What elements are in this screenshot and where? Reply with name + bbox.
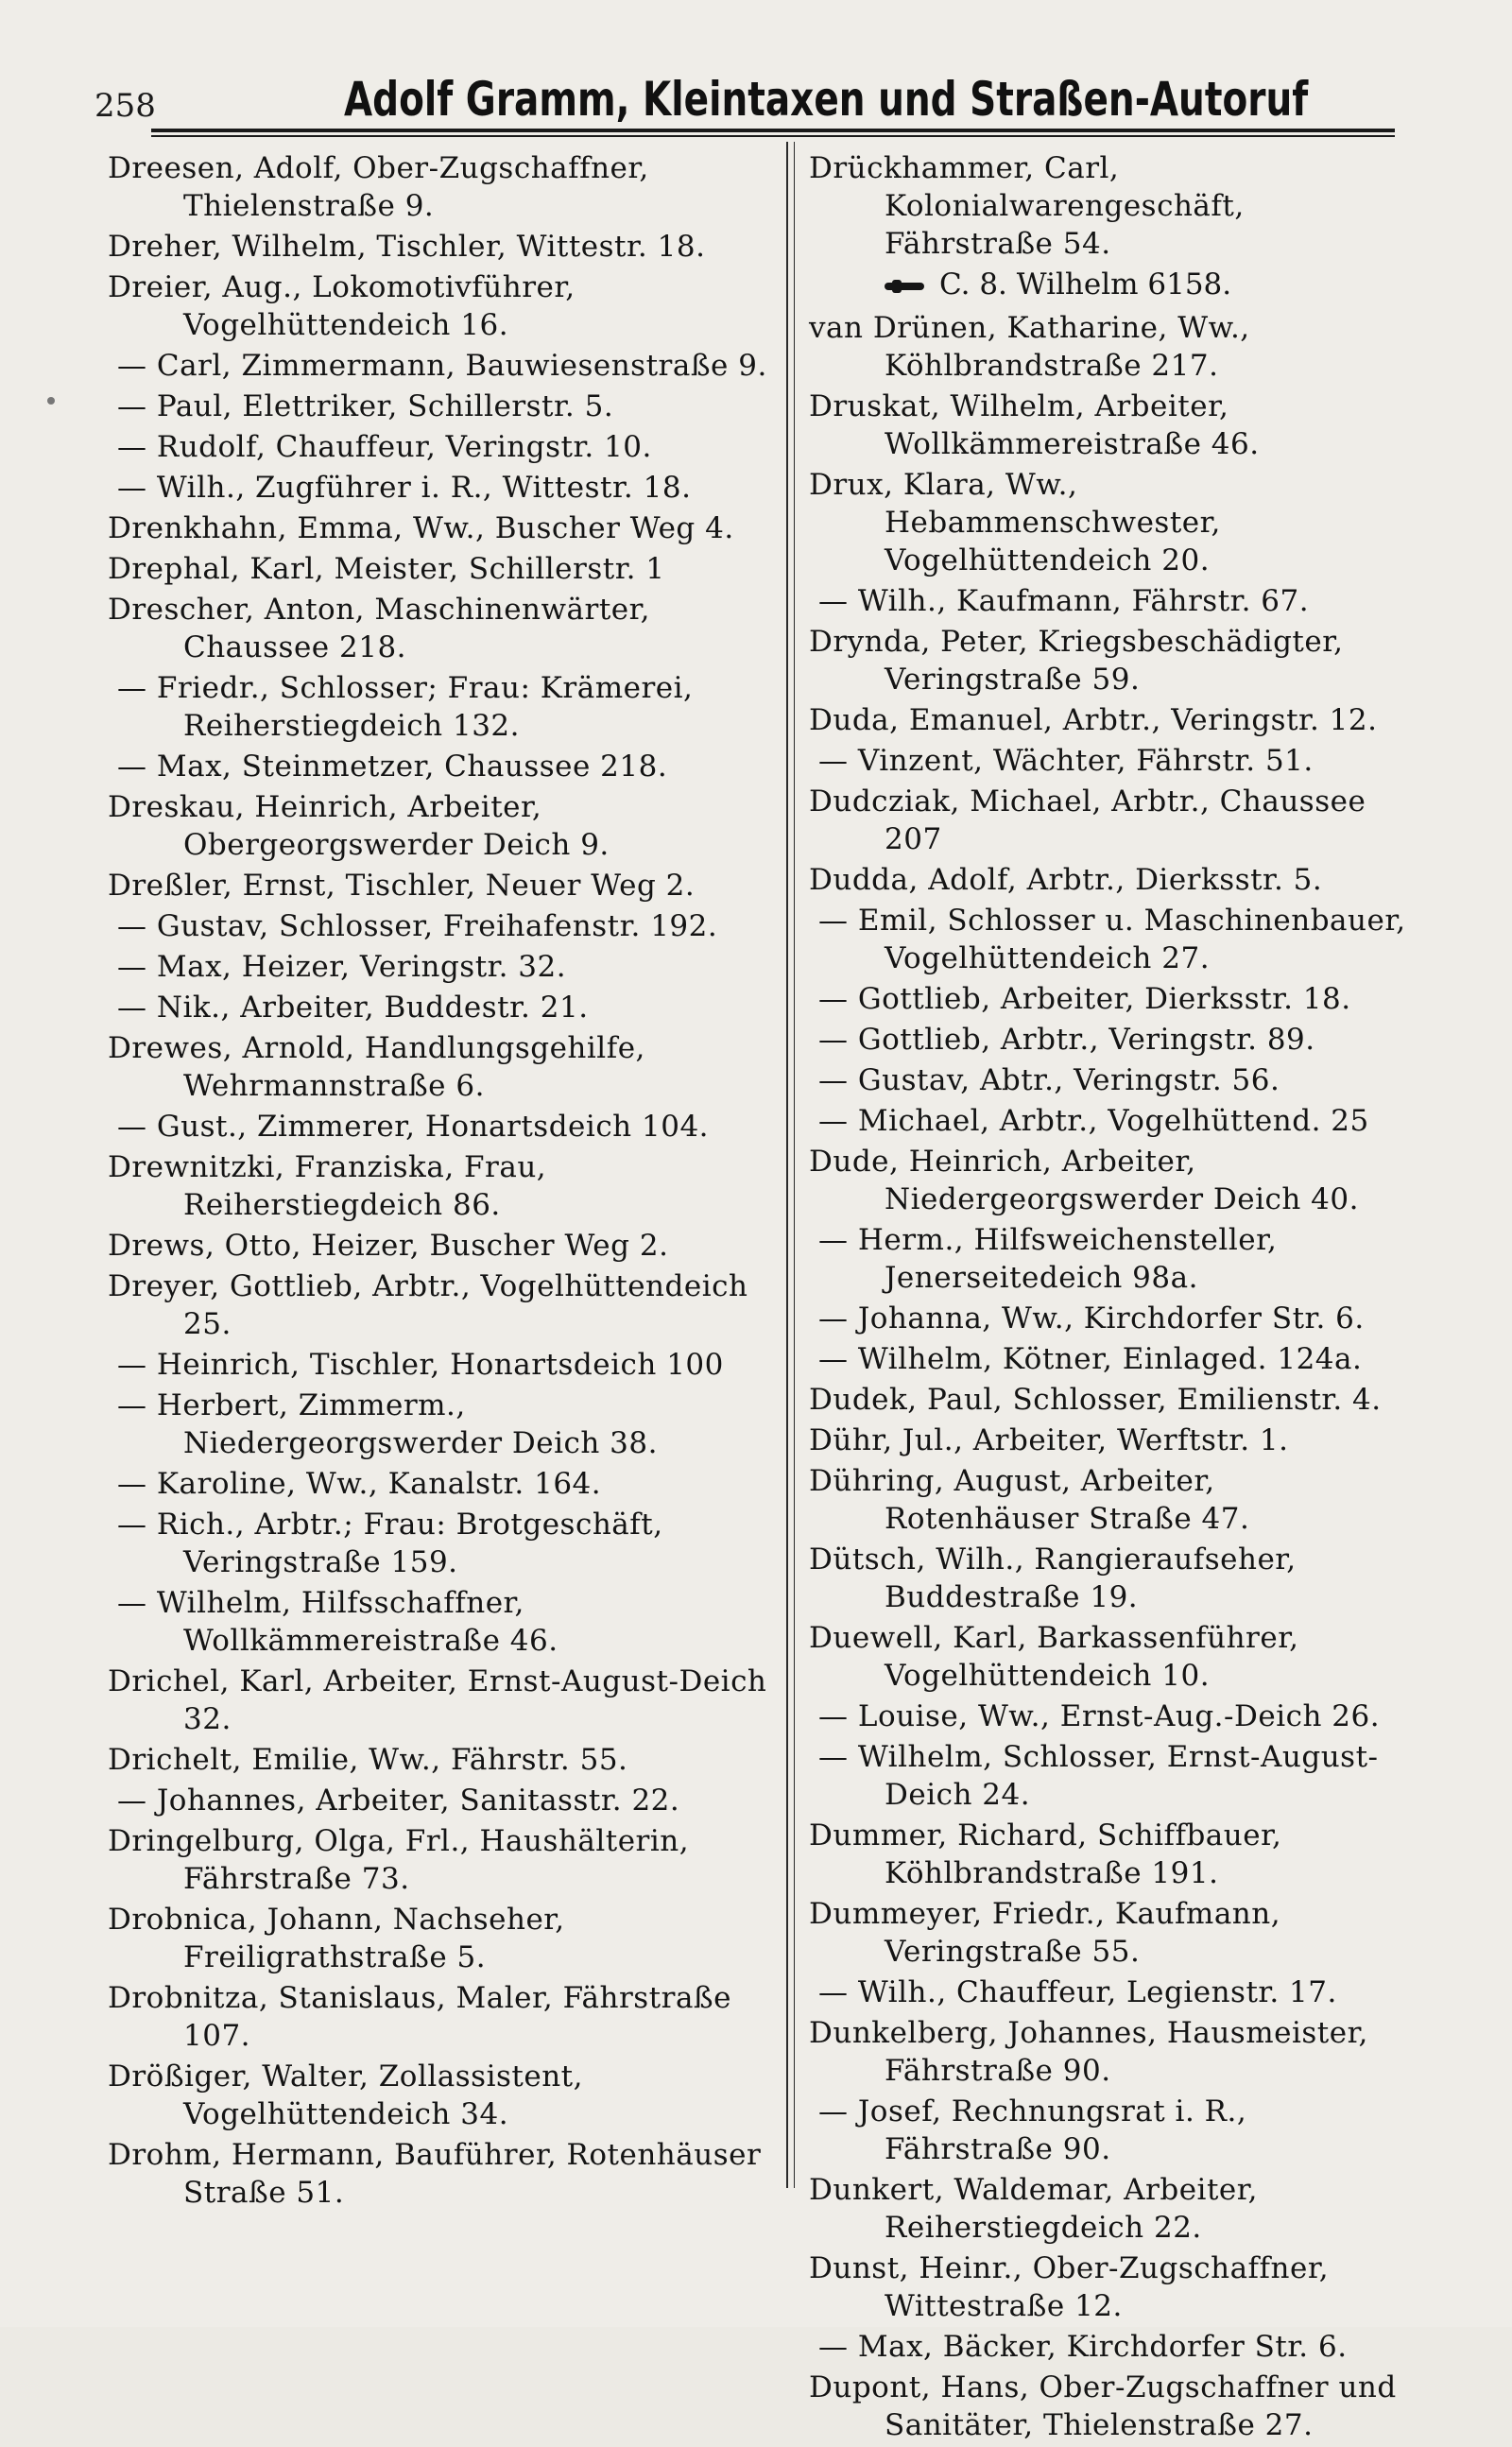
paper-speck xyxy=(47,397,55,405)
directory-subentry: — Josef, Rechnungsrat i. R., Fährstraße 90. xyxy=(818,2094,1247,2166)
directory-subentry: — Gustav, Abtr., Veringstr. 56. xyxy=(818,1063,1280,1097)
directory-subentry: — Heinrich, Tischler, Honartsdeich 100 xyxy=(117,1348,724,1382)
directory-entry: Drynda, Peter, Kriegsbeschädigter, Veringstraße 59. xyxy=(809,625,1344,697)
directory-entry: Dupont, Hans, Ober-Zugschaffner und Sanitäter, Thielenstraße 27. xyxy=(809,2370,1397,2442)
directory-entry: Drößiger, Walter, Zollassistent, Vogelhüttendeich 34. xyxy=(108,2059,583,2131)
directory-entry: Dreskau, Heinrich, Arbeiter, Obergeorgswerder Deich 9. xyxy=(108,790,610,862)
directory-subentry: — Wilhelm, Schlosser, Ernst-August-Deich 24. xyxy=(818,1740,1379,1812)
directory-subentry: — Max, Heizer, Veringstr. 32. xyxy=(117,950,567,984)
directory-entry: Drobnitza, Stanislaus, Maler, Fährstraße 107. xyxy=(108,1981,731,2053)
directory-entry: Duda, Emanuel, Arbtr., Veringstr. 12. xyxy=(809,703,1378,737)
directory-subentry: — Wilhelm, Hilfsschaffner, Wollkämmereistraße 46. xyxy=(117,1586,558,1658)
directory-entry: Drews, Otto, Heizer, Buscher Weg 2. xyxy=(108,1229,669,1263)
directory-entry: Dudek, Paul, Schlosser, Emilienstr. 4. xyxy=(809,1383,1382,1417)
left-column xyxy=(108,149,779,2214)
header-rule-thin xyxy=(151,135,1395,137)
directory-subentry: — Vinzent, Wächter, Fährstr. 51. xyxy=(818,744,1314,778)
directory-entry: Drobnica, Johann, Nachseher, Freiligrathstraße 5. xyxy=(108,1903,565,1974)
directory-subentry: — Gottlieb, Arbeiter, Dierksstr. 18. xyxy=(818,982,1351,1016)
right-column xyxy=(809,149,1414,2447)
column-divider xyxy=(786,142,788,2188)
directory-entry: Dreher, Wilhelm, Tischler, Wittestr. 18. xyxy=(108,230,706,264)
directory-entry: Dreyer, Gottlieb, Arbtr., Vogelhüttendeich 25. xyxy=(108,1269,748,1341)
directory-entry: Dudda, Adolf, Arbtr., Dierksstr. 5. xyxy=(809,863,1323,897)
header-rule xyxy=(151,129,1395,132)
directory-entry: Drenkhahn, Emma, Ww., Buscher Weg 4. xyxy=(108,511,734,545)
directory-subentry: — Friedr., Schlosser; Frau: Krämerei, Reiherstiegdeich 132. xyxy=(117,671,694,743)
directory-entry: Druskat, Wilhelm, Arbeiter, Wollkämmereistraße 46. xyxy=(809,389,1260,461)
directory-subentry: — Gottlieb, Arbtr., Veringstr. 89. xyxy=(818,1023,1315,1057)
directory-entry: Dreesen, Adolf, Ober-Zugschaffner, Thielenstraße 9. xyxy=(108,151,649,223)
directory-subentry: — Wilh., Kaufmann, Fährstr. 67. xyxy=(818,584,1310,618)
column-divider-thin xyxy=(794,142,795,2188)
directory-subentry: — Gust., Zimmerer, Honartsdeich 104. xyxy=(117,1110,710,1144)
directory-subentry: — Rudolf, Chauffeur, Veringstr. 10. xyxy=(117,430,652,464)
directory-subentry: — Michael, Arbtr., Vogelhüttend. 25 xyxy=(818,1104,1369,1138)
directory-subentry: — Nik., Arbeiter, Buddestr. 21. xyxy=(117,991,589,1025)
directory-entry: Drückhammer, Carl, Kolonialwarengeschäft, Fährstraße 54. xyxy=(809,151,1245,261)
directory-subentry: — Wilh., Zugführer i. R., Wittestr. 18. xyxy=(117,471,692,505)
telephone-icon xyxy=(885,280,926,293)
directory-subentry: — Carl, Zimmermann, Bauwiesenstraße 9. xyxy=(117,349,767,383)
directory-entry: Dringelburg, Olga, Frl., Haushälterin, Fährstraße 73. xyxy=(108,1824,690,1896)
directory-entry: Drichelt, Emilie, Ww., Fährstr. 55. xyxy=(108,1743,628,1777)
directory-entry: Dühring, August, Arbeiter, Rotenhäuser Straße 47. xyxy=(809,1464,1250,1536)
directory-entry: Drohm, Hermann, Bauführer, Rotenhäuser Straße 51. xyxy=(108,2138,762,2210)
directory-entry: Dunst, Heinr., Ober-Zugschaffner, Wittestraße 12. xyxy=(809,2251,1330,2323)
page-number: 258 xyxy=(94,87,156,125)
directory-entry: Dütsch, Wilh., Rangieraufseher, Buddestraße 19. xyxy=(809,1542,1297,1614)
directory-entry: Dreßler, Ernst, Tischler, Neuer Weg 2. xyxy=(108,869,696,903)
directory-subentry: — Emil, Schlosser u. Maschinenbauer, Vogelhüttendeich 27. xyxy=(818,904,1406,975)
directory-entry: van Drünen, Katharine, Ww., Köhlbrandstraße 217. xyxy=(809,311,1250,383)
directory-entry: Dummer, Richard, Schiffbauer, Köhlbrandstraße 191. xyxy=(809,1818,1282,1890)
directory-entry: Dude, Heinrich, Arbeiter, Niedergeorgswerder Deich 40. xyxy=(809,1145,1359,1216)
directory-entry: Dunkelberg, Johannes, Hausmeister, Fährstraße 90. xyxy=(809,2016,1368,2088)
telephone-number: C. 8. Wilhelm 6158. xyxy=(939,267,1232,302)
directory-subentry: — Johanna, Ww., Kirchdorfer Str. 6. xyxy=(818,1301,1365,1336)
directory-entry: Drewes, Arnold, Handlungsgehilfe, Wehrmannstraße 6. xyxy=(108,1031,645,1103)
directory-entry: Drescher, Anton, Maschinenwärter, Chaussee 218. xyxy=(108,593,650,664)
directory-subentry: — Rich., Arbtr.; Frau: Brotgeschäft, Veringstraße 159. xyxy=(117,1508,663,1579)
directory-entry: Drux, Klara, Ww., Hebammenschwester, Vogelhüttendeich 20. xyxy=(809,468,1221,577)
directory-entry: Dühr, Jul., Arbeiter, Werftstr. 1. xyxy=(809,1423,1289,1457)
directory-entry: Duewell, Karl, Barkassenführer, Vogelhüttendeich 10. xyxy=(809,1621,1299,1693)
directory-entry: Dunkert, Waldemar, Arbeiter, Reiherstiegdeich 22. xyxy=(809,2173,1259,2245)
directory-subentry: — Max, Steinmetzer, Chaussee 218. xyxy=(117,750,668,784)
directory-subentry: — Paul, Elettriker, Schillerstr. 5. xyxy=(117,389,614,423)
right-entries xyxy=(809,309,1414,2444)
telephone-line xyxy=(809,266,1414,303)
directory-subentry: — Wilhelm, Kötner, Einlaged. 124a. xyxy=(818,1342,1363,1376)
directory-entry: Dummeyer, Friedr., Kaufmann, Veringstraße 55. xyxy=(809,1897,1281,1969)
directory-entry: Dreier, Aug., Lokomotivführer, Vogelhüttendeich 16. xyxy=(108,270,576,342)
directory-entry: Drewnitzki, Franziska, Frau, Reiherstiegdeich 86. xyxy=(108,1150,547,1222)
directory-subentry: — Gustav, Schlosser, Freihafenstr. 192. xyxy=(117,909,718,943)
directory-entry: Drichel, Karl, Arbeiter, Ernst-August-Deich 32. xyxy=(108,1664,767,1736)
directory-subentry: — Louise, Ww., Ernst-Aug.-Deich 26. xyxy=(818,1699,1381,1733)
directory-subentry: — Max, Bäcker, Kirchdorfer Str. 6. xyxy=(818,2330,1348,2364)
directory-subentry: — Karoline, Ww., Kanalstr. 164. xyxy=(117,1467,602,1501)
page-header xyxy=(91,66,1395,132)
running-title: Adolf Gramm, Kleintaxen und Straßen-Autoruf xyxy=(344,72,1309,127)
directory-subentry: — Herbert, Zimmerm., Niedergeorgswerder Deich 38. xyxy=(117,1388,658,1460)
directory-subentry: — Johannes, Arbeiter, Sanitasstr. 22. xyxy=(117,1784,680,1818)
directory-subentry: — Herm., Hilfsweichensteller, Jenerseitedeich 98a. xyxy=(818,1223,1278,1295)
directory-entry: Dudcziak, Michael, Arbtr., Chaussee 207 xyxy=(809,784,1366,856)
directory-entry: Drephal, Karl, Meister, Schillerstr. 1 xyxy=(108,552,665,586)
directory-subentry: — Wilh., Chauffeur, Legienstr. 17. xyxy=(818,1975,1337,2009)
